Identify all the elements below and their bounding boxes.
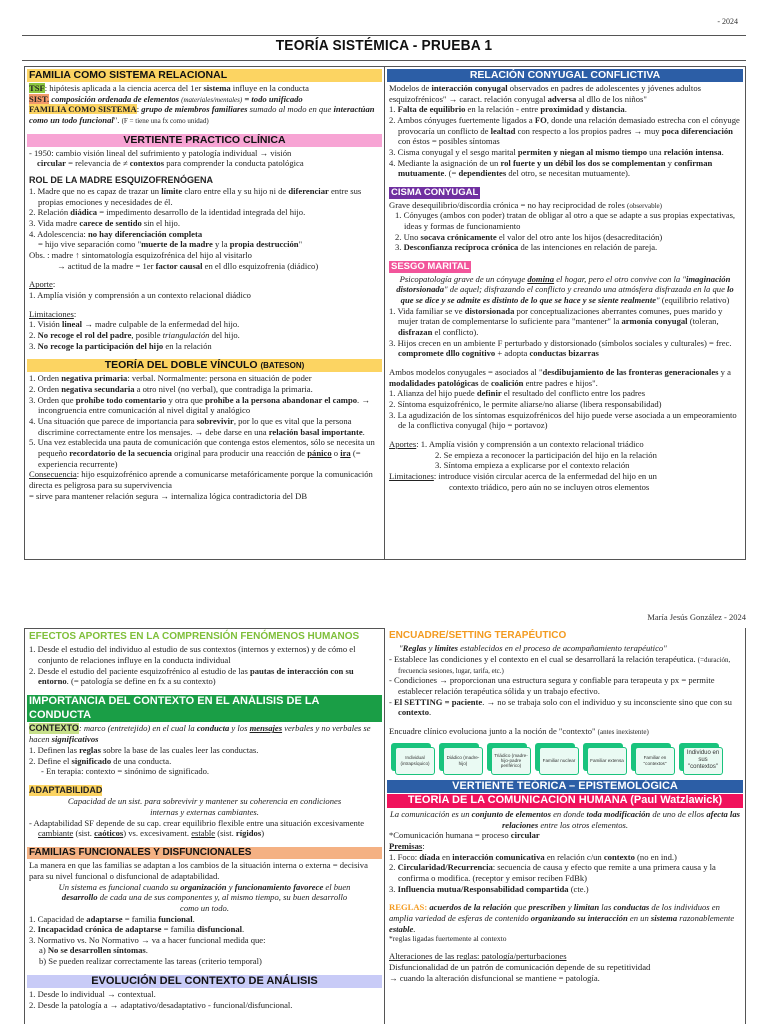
familias-item-3b: b) Se pueden realizar correctamente las tareas (criterio temporal)	[39, 956, 262, 967]
reglas-definition: REGLAS: acuerdos de la relación que prescriben y limitan las conductas de los individuos en amplia variedad de esferas de contenido organizando su interacción en un sistema razonablemente estable.	[389, 902, 735, 934]
familias-item-3a: a) No se desarrollen síntomas.	[39, 945, 148, 956]
section-title-doble-vinculo: TEORÍA DEL DOBLE VÍNCULO (BATESON)	[27, 359, 382, 372]
conyugal-item-1: 1. Falta de equilibrio en la relación - entre proximidad y distancia.	[389, 104, 627, 115]
conyugal-intro: Modelos de interacción conyugal observados en padres de adolescentes y jóvenes adultos esquizofrénicos" → caract. relación conyugal adversa al dllo de los niños"	[389, 83, 701, 104]
familias-item-1: 1. Capacidad de adaptarse = familia funcional.	[29, 913, 195, 924]
section-title-evolucion: EVOLUCIÓN DEL CONTEXTO DE ANÁLISIS	[27, 975, 382, 989]
adaptabilidad-text: - Adaptabilidad SF depende de su cap. crear equilibrio flexible entre una situación excesivamente cambiante (sist. caóticos) vs. excesivament. estable (sist. rígidos)	[29, 817, 365, 839]
dv-item-5: 5. Una vez establecida una pauta de comunicación que contenga estos elementos, sólo se necesita un pequeño recordatorio de la secuencia original para producir una reacción de pánico o ira (= experiencia recurrente)	[29, 437, 375, 469]
cisma-item-3: 3. Desconfianza recíproca crónica de las intenciones en relación de pareja.	[395, 242, 658, 253]
title-rule-top	[22, 35, 746, 36]
title-rule-bottom	[22, 60, 746, 61]
page2-left-column	[24, 628, 385, 1024]
rol-item-4-cont: = hijo vive separación como "muerte de la madre y la propia destrucción"	[38, 239, 303, 250]
efectos-item-2: 2. Desde el estudio del paciente esquizofrénico al estudio de las pautas de interacción con su entorno. (= patología se define en fx a su contexto)	[29, 665, 354, 687]
comunicacion-circular: *Comunicación humana = proceso circular	[389, 830, 540, 841]
ambos-item-2: 2. Síntoma esquizofrénico, le permite aliarse/no aliarse (libera responsabilidad)	[389, 398, 662, 409]
rol-obs: Obs. : madre ↑ sintomatología esquizofrénica del hijo al visitarlo	[29, 250, 252, 261]
sesgo-item-3: 3. Hijos crecen en un ambiente F perturbado y distorsionado (símbolos sociales y culturales) = frec. compromete dllo cognitivo + adopta conductas bizarras	[389, 337, 732, 359]
tsf-tag: TSF	[29, 83, 45, 94]
limitacion-2: 2. No recoge el rol del padre, posible triangulación del hijo.	[29, 330, 240, 341]
section-title-importancia: IMPORTANCIA DEL CONTEXTO EN EL ANÁLISIS DE LA CONDUCTA	[27, 695, 382, 722]
familias-quote: Un sistema es funcional cuando su organización y funcionamiento favorece el buen desarrollo de cada una de sus componentes y, al mismo tiempo, su buen desarrollo como un todo.	[58, 881, 351, 913]
ambos-item-1: 1. Alianza del hijo puede definir el resultado del conflicto entre los padres	[389, 388, 646, 399]
section-title-familias: FAMILIAS FUNCIONALES Y DISFUNCIONALES	[27, 847, 382, 859]
cisma-item-1: 1. Cónyuges (ambos con poder) tratan de obligar al otro a que se adapte a sus propias expectativas, ideas y formas de funcionamiento	[395, 210, 736, 232]
ambos-intro: Ambos modelos conyugales = asociados al "desdibujamiento de las fronteras generacionales y a modalidades patológicas de coalición entre padres e hijos".	[389, 367, 731, 388]
dv-item-3: 3. Orden que prohíbe todo comentario y otra que prohíbe a la persona abandonar el campo. → incongruencia entre comunicación al nivel digital y analógico	[29, 394, 370, 416]
premisa-3: 3. Influencia mutua/Responsabilidad compartida (cte.)	[389, 883, 589, 894]
vertiente-line1: - 1950: cambio visión lineal del sufrimiento y patología individual → visión	[29, 147, 292, 158]
chip-diadico: Diádico (madre-hijo)	[439, 743, 483, 775]
limitaciones-label: Limitaciones:	[29, 308, 77, 319]
chip-familiar-nuclear: Familiar nuclear	[535, 743, 579, 775]
teorica-quote: La comunicación es un conjunto de elementos en donde toda modificación de uno de ellos afecta las relaciones entre los otros elementos.	[390, 808, 740, 830]
context-evolution-diagram	[391, 743, 741, 775]
cisma-item-2: 2. Uno socava crónicamente el valor del otro ante los hijos (desacreditación)	[395, 231, 663, 242]
encuadre-item-3: - El SETTING = paciente. → no se trabaja solo con el individuo y su inconsciente sino que con su contexto.	[389, 696, 732, 718]
chip-individual: Individual (intrapsíquico)	[391, 743, 435, 775]
premisas-label: Premisas:	[389, 840, 425, 851]
importancia-item-1: 1. Definen las reglas sobre la base de las cuales leer las conductas.	[29, 745, 259, 756]
alteraciones-title: Alteraciones de las reglas: patología/perturbaciones	[389, 951, 567, 962]
aportes-item-3: 3. Síntoma empieza a explicarse por el contexto relación	[435, 460, 630, 471]
evolucion-item-2: 2. Desde la patología a → adaptativo/desadaptativo - funcional/disfuncional.	[29, 1000, 293, 1011]
dv-consecuencia-tail: = sirve para mantener relación segura → internaliza lógica contradictoria del DB	[29, 490, 308, 501]
vertiente-line2: circular = relevancia de ≠ contextos para comprender la conducta patológica	[37, 158, 304, 169]
page1-left-column	[24, 66, 385, 560]
aportes-item-2: 2. Se empieza a reconocer la participación del hijo en la relación	[435, 449, 657, 460]
sist-definition: SIST. composición ordenada de elementos (materiales/mentales) = todo unificado	[29, 93, 303, 104]
encuadre-item-2: - Condiciones → proporcionan una estructura segura y confiable para terapeuta y px = permite establecer relación terapéutica sólida y un trabajo efectivo.	[389, 675, 715, 697]
rol-obs-cont: → actitud de la madre = 1er factor causal en el dllo esquizofrenia (diádico)	[57, 260, 319, 271]
section-title-conyugal: RELACIÓN CONYUGAL CONFLICTIVA	[387, 69, 743, 82]
ambos-item-3: 3. La agudización de los síntomas esquizofrénicos del hijo puede verse asociada a un empeoramiento de la conflictiva conyugal (hijo = portavoz)	[389, 409, 737, 431]
dv-item-2: 2. Orden negativa secundaria a otro nivel (no verbal), que contradiga la primaria.	[29, 384, 313, 395]
cisma-intro: Grave desequilibrio/discordia crónica = no hay reciprocidad de roles (observable)	[389, 199, 662, 210]
aportes-limitaciones: Limitaciones: introduce visión circular acerca de la enfermedad del hijo en un	[389, 470, 657, 481]
aporte-item: 1. Amplía visión y comprensión a un contexto relacional diádico	[29, 290, 251, 301]
encuadre-item-1: - Establece las condiciones y el contexto en el cual se desarrollará la relación terapéutica. (=duración, frecuencia sesiones, lugar, tarifa, etc.)	[389, 654, 731, 675]
aportes-item-1: Aportes: 1. Amplía visión y comprensión a un contexto relacional triádico	[389, 438, 644, 449]
familia-definition: FAMILIA COMO SISTEMA: grupo de miembros familiares sumado al modo en que interactúan como un todo funcional". (F = tiene una fx como unidad)	[29, 104, 375, 125]
rol-item-3: 3. Vida madre carece de sentido sin el hijo.	[29, 218, 180, 229]
page1-right-column	[385, 66, 746, 560]
section-title-sesgo: SESGO MARITAL	[391, 260, 470, 272]
conyugal-item-3: 3. Cisma conyugal y el sesgo marital permiten y niegan al mismo tiempo una relación intensa.	[389, 146, 724, 157]
chip-individuo-contextos: Individuo en sus "contextos"	[679, 743, 723, 775]
section-subtitle-watzlawick: TEORÍA DE LA COMUNICACIÓN HUMANA (Paul Watzlawick)	[387, 794, 743, 808]
aporte-label: Aporte:	[29, 279, 56, 290]
rol-item-4: 4. Adolescencia: no hay diferenciación completa	[29, 228, 203, 239]
conyugal-item-4: 4. Mediante la asignación de un rol fuerte y un débil los dos se complementan y confirman mutuamente. (= dependientes del otro, se necesitan mutuamente).	[389, 157, 713, 179]
rol-item-2: 2. Relación diádica = impedimento desarrollo de la identidad integrada del hijo.	[29, 207, 306, 218]
tsf-definition: TSF: hipótesis aplicada a la ciencia acerca del 1er sistema influye en la conducta	[29, 83, 309, 94]
chip-triadico: Triádico (madre-hijo-padre periférico)	[487, 743, 531, 775]
section-title-teorica: VERTIENTE TEÓRICA – EPISTEMOLÓGICA	[387, 780, 743, 794]
importancia-sub: - En terapia: contexto = sinónimo de significado.	[41, 766, 210, 777]
alteraciones-line-2: → cuando la alteración disfuncional se mantiene = patología.	[389, 972, 600, 983]
chip-familiar-contextos: Familiar en "contextos"	[631, 743, 675, 775]
contexto-definition: CONTEXTO: marco (entretejido) en el cual la conducta y los mensajes verbales y no verbales se hacen significativos	[29, 723, 371, 745]
rol-item-1: 1. Madre que no es capaz de trazar un límite claro entre ella y su hijo ni de diferenciar entre sus propias emociones y necesidades de él.	[29, 186, 362, 207]
encuadre-evolucion: Encuadre clínico evoluciona junto a la noción de "contexto" (antes inexistente)	[389, 726, 649, 737]
sesgo-item-1: 1. Vida familiar se ve distorsionada por conceptualizaciones aberrantes comunes, pues marido y mujer tratan de complementarse lo suficiente para "mantener" la armonía conyugal (toleran, disfrazan el conflicto).	[389, 305, 723, 338]
section-title-vertiente: VERTIENTE PRACTICO CLÍNICA	[27, 134, 382, 147]
author-footer: María Jesús González - 2024	[647, 612, 746, 622]
evolucion-item-1: 1. Desde lo individual → contextual.	[29, 989, 156, 1000]
limitacion-3: 3. No recoge la participación del hijo en la relación	[29, 340, 212, 351]
limitacion-1: 1. Visión lineal → madre culpable de la enfermedad del hijo.	[29, 319, 240, 330]
page-title: TEORÍA SISTÉMICA - PRUEBA 1	[275, 37, 493, 54]
page2-right-column	[385, 628, 746, 1024]
section-title-familia: FAMILIA COMO SISTEMA RELACIONAL	[27, 69, 382, 82]
section-title-cisma: CISMA CONYUGAL	[391, 186, 479, 198]
subtitle-rol-madre: ROL DE LA MADRE ESQUIZOFRENÓGENA	[29, 175, 214, 185]
premisa-2: 2. Circularidad/Recurrencia: secuencia de causa y efecto que remite a una primera causa y la confirma o modifica. (receptor y emisor reciben FdBk)	[389, 862, 716, 883]
encuadre-quote: "Reglas y límites establecidos en el proceso de acompañamiento terapéutico"	[399, 643, 667, 654]
adaptabilidad-quote: Capacidad de un sist. para sobrevivir y mantener su coherencia en condiciones internas y externas cambiantes.	[67, 796, 342, 817]
premisa-1: 1. Foco: díada en interacción comunicativa en relación c/un contexto (no en ind.)	[389, 851, 677, 862]
efectos-item-1: 1. Desde el estudio del individuo al estudio de sus contextos (internos y externos) y de cómo el conjunto de relaciones influye en la conducta individual	[29, 644, 356, 666]
dv-item-1: 1. Orden negativa primaria: verbal. Normalmente: persona en situación de poder	[29, 373, 312, 384]
sesgo-quote: Psicopatología grave de un cónyuge domina el hogar, pero el otro convive con la "imaginación distorsionada" de aquel; disfrazando el conflicto y creando una atmósfera disfrazada en la que lo que se dice y se admite es distinto de lo que se hace y se siente realmente" (equilibrio relativo)	[396, 273, 734, 306]
header-year: - 2024	[717, 17, 738, 26]
alteraciones-line-1: Disfuncionalidad de un patrón de comunicación depende de su repetitividad	[389, 962, 651, 973]
sist-tag: SIST.	[29, 93, 50, 104]
reglas-note: *reglas ligadas fuertemente al contexto	[389, 934, 507, 944]
dv-consecuencia: Consecuencia: hijo esquizofrénico aprende a comunicarse metafóricamente porque la comunicación directa es peligrosa para su supervivencia	[29, 469, 373, 490]
dv-item-4: 4. Una situación que parece de importancia para sobrevivir, por lo que es vital que la persona discrimine correctamente entre los mensajes. → debe darse en una relación basal importante.	[29, 415, 365, 437]
aportes-limitaciones-cont: contexto triádico, pero aún no se incluyen otros elementos	[449, 481, 650, 492]
section-title-encuadre: ENCUADRE/SETTING TERAPÉUTICO	[389, 630, 567, 641]
familia-tag: FAMILIA COMO SISTEMA	[29, 104, 137, 115]
importancia-item-2: 2. Define el significado de una conducta.	[29, 755, 172, 766]
section-title-adaptabilidad: ADAPTABILIDAD	[29, 785, 103, 796]
conyugal-item-2: 2. Ambos cónyuges fuertemente ligados a FO, donde una relación demasiado estrecha con el cónyuge provocaría un conflicto de lealtad con respecto a los propios padres → muy poca diferenciación con éstos = posibles síntomas	[389, 114, 740, 147]
chip-familiar-extensa: Familiar extensa	[583, 743, 627, 775]
familias-item-3: 3. Normativo vs. No Normativo → va a hacer funcional medida que:	[29, 934, 266, 945]
familias-intro: La manera en que las familias se adaptan a los cambios de la situación interna o externa = decisiva para su nivel funcional o disfuncional de adaptabilidad.	[29, 860, 368, 881]
section-title-efectos: EFECTOS APORTES EN LA COMPRENSIÓN FENÓMENOS HUMANOS	[29, 631, 360, 642]
familias-item-2: 2. Incapacidad crónica de adaptarse = familia disfuncional.	[29, 924, 245, 935]
